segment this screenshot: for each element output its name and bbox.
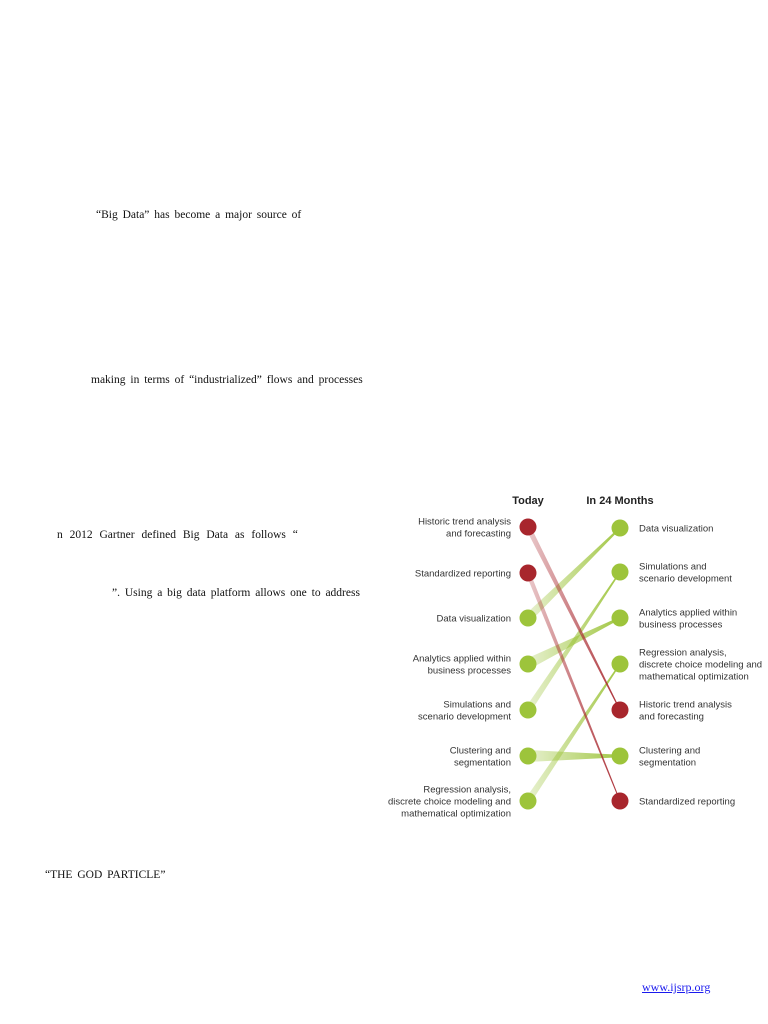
link-band-0-to-4 [528, 521, 620, 711]
header-today: Today [512, 495, 544, 507]
today-label-line: Simulations and [443, 699, 511, 711]
future-node-4 [612, 702, 629, 719]
today-label-line: segmentation [453, 757, 511, 769]
today-label-2 [437, 614, 511, 625]
footer-website-link[interactable]: www.ijsrp.org [642, 980, 711, 994]
future-label-line: mathematical optimization [639, 671, 749, 683]
today-node-1 [520, 565, 537, 582]
paragraph-line-big-data: “Big Data” has become a major source of [96, 209, 302, 221]
today-label-line: Regression analysis, [423, 784, 511, 796]
future-label-6 [639, 797, 735, 808]
link-band-4-to-1 [528, 571, 620, 716]
future-label-line: Data visualization [639, 523, 714, 535]
future-label-line: Historic trend analysis [639, 699, 732, 711]
today-label-line: Clustering and [449, 745, 511, 757]
analytics-shift-diagram [380, 488, 765, 833]
future-label-4 [639, 700, 732, 723]
today-node-4 [520, 702, 537, 719]
today-label-1 [415, 569, 511, 580]
future-node-2 [612, 610, 629, 627]
future-label-2 [639, 608, 737, 631]
today-label-5 [450, 746, 511, 769]
today-node-0 [520, 519, 537, 536]
today-label-3 [413, 654, 511, 677]
today-node-2 [520, 610, 537, 627]
future-label-5 [639, 746, 700, 769]
future-label-3 [639, 648, 762, 683]
future-label-line: Standardized reporting [639, 796, 736, 808]
future-label-line: scenario development [639, 573, 732, 585]
future-label-0 [639, 524, 713, 535]
today-node-5 [520, 748, 537, 765]
today-label-line: business processes [427, 665, 511, 677]
today-label-line: Historic trend analysis [418, 516, 511, 528]
paragraph-line-gartner: n 2012 Gartner defined Big Data as follows “ [57, 529, 298, 541]
today-label-0 [418, 517, 511, 540]
today-label-4 [418, 700, 511, 723]
future-label-line: Regression analysis, [639, 647, 727, 659]
today-label-line: discrete choice modeling and [387, 796, 511, 808]
future-node-3 [612, 656, 629, 673]
future-label-line: Clustering and [639, 745, 701, 757]
today-label-line: scenario development [418, 711, 511, 723]
future-label-line: and forecasting [639, 711, 704, 723]
today-label-line: Data visualization [436, 613, 511, 625]
future-label-line: Analytics applied within [639, 607, 738, 619]
heading-god-particle: “THE GOD PARTICLE” [45, 869, 166, 881]
paragraph-line-industrialized: making in terms of “industrialized” flows and processes [91, 374, 363, 386]
today-label-line: mathematical optimization [401, 808, 511, 820]
future-label-line: segmentation [639, 757, 697, 769]
today-label-line: Analytics applied within [412, 653, 511, 665]
future-node-6 [612, 793, 629, 810]
future-label-1 [639, 562, 732, 585]
analytics-shift-figure [380, 488, 765, 833]
future-node-0 [612, 520, 629, 537]
future-label-line: Simulations and [639, 561, 707, 573]
header-in-24-months: In 24 Months [586, 495, 654, 507]
future-label-line: business processes [639, 619, 723, 631]
today-label-line: Standardized reporting [414, 568, 511, 580]
today-label-line: and forecasting [446, 528, 511, 540]
future-node-1 [612, 564, 629, 581]
link-band-5-to-5 [528, 750, 620, 762]
today-node-3 [520, 656, 537, 673]
future-label-line: discrete choice modeling and [639, 659, 763, 671]
paragraph-line-platform: ”. Using a big data platform allows one to address [112, 587, 360, 599]
today-node-6 [520, 793, 537, 810]
future-node-5 [612, 748, 629, 765]
today-label-6 [388, 785, 511, 820]
